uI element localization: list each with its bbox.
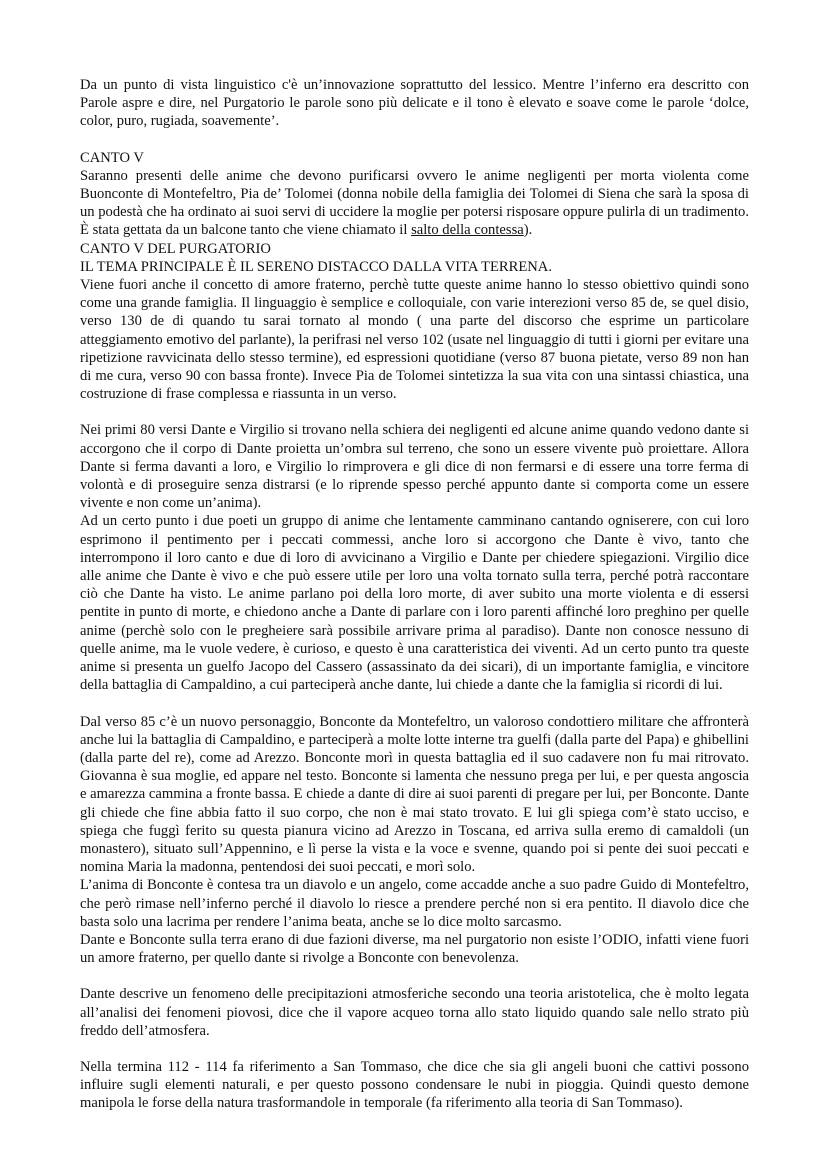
paragraph-primi-80-versi: Nei primi 80 versi Dante e Virgilio si trovano nella schiera dei negligenti ed alcune anime quando vedono dante si accorgono che il corpo di Dante proietta un’ombra sul terreno, che sono un essere vivente può proiettare. Allora Dante si ferma davanti a loro, e Virgilio lo rimprovera e gli dice di non fermarsi e di essere una torre ferma di volontà e di proseguire senza distrarsi (e lo riprende spesso perché appunto dante si comporta come un essere vivente e non come un’anima). bbox=[80, 422, 749, 512]
underlined-salto-della-contessa: salto della contessa bbox=[411, 222, 524, 239]
paragraph-lessico: Da un punto di vista linguistico c'è un’innovazione soprattutto del lessico. Mentre l’inferno era descritto con Parole aspre e dire, nel Purgatorio le parole sono più delicate e il tono è elevato e soave come le parole ‘dolce, color, puro, rugiada, soavemente’. bbox=[80, 77, 749, 130]
paragraph-bonconte: Dal verso 85 c’è un nuovo personaggio, Bonconte da Montefeltro, un valoroso condottiero militare che affronterà anche lui la battaglia di Campaldino, e parteciperà a molte lotte interne tra guelfi (dalla parte del Papa) e ghibellini (dalla parte del re), come ad Arezzo. Bonconte morì in questa battaglia ed il suo cadavere non fu mai ritrovato. Giovanna è sua moglie, ed appare nel testo. Bonconte si lamenta che nessuno prega per lui, e per questa angoscia e amarezza cammina a fronte bassa. E chiede a dante di dire ai suoi parenti di pregare per lui, per Bonconte. Dante gli chiede che fine abbia fatto il suo corpo, che non è mai stato trovato. E lui gli spiega com’è stato ucciso, e spiega che fuggì ferito su questa pianura vicino ad Arezzo in Toscana, ed arriva sulla eremo di camaldoli (un monastero), situato sull’Appennino, e lì perse la vista e la voce e svenne, quando poi si pente dei suoi peccati e nomina Maria la madonna, pentendosi dei suoi peccati, e morì solo. bbox=[80, 713, 749, 876]
paragraph-gap bbox=[80, 967, 749, 985]
paragraph-anime-negligenti bbox=[80, 167, 749, 240]
paragraph-gap bbox=[80, 695, 749, 713]
document-page bbox=[80, 76, 749, 1113]
paragraph-fazioni: Dante e Bonconte sulla terra erano di due fazioni diverse, ma nel purgatorio non esiste l’ODIO, infatti viene fuori un amore fraterno, per quello dante si rivolge a Bonconte con benevolenza. bbox=[80, 931, 749, 967]
heading-tema-principale: IL TEMA PRINCIPALE È IL SERENO DISTACCO DALLA VITA TERRENA. bbox=[80, 258, 552, 275]
paragraph-anima-contesa: L’anima di Bonconte è contesa tra un diavolo e un angelo, come accadde anche a suo padre Guido di Montefeltro, che però rimase nell’inferno perché il diavolo lo riesce a prendere perché non si era pentito. Il diavolo dice che basta solo una lacrima per rendere l’anima beata, anche se lo dice molto sarcasmo. bbox=[80, 877, 749, 930]
paragraph-gap bbox=[80, 131, 749, 149]
paragraph-gap bbox=[80, 1040, 749, 1058]
paragraph-san-tommaso: Nella termina 112 - 114 fa riferimento a San Tommaso, che dice che sia gli angeli buoni che cattivi possono influire sugli elementi naturali, e per questo possono condensare le nubi in pioggia. Quindi questo demone manipola le forse della natura trasformandole in temporale (fa riferimento alla teoria di San Tommaso). bbox=[80, 1058, 749, 1112]
heading-canto-v: CANTO V bbox=[80, 149, 144, 166]
paragraph-amore-fraterno: Viene fuori anche il concetto di amore fraterno, perchè tutte queste anime hanno lo stesso obiettivo quindi sono come una grande famiglia. Il linguaggio è semplice e colloquiale, con varie interezioni verso 85 de, se quel disio, verso 130 de di quando tu sarai tornato al mondo ( una parte del discorso che esprime un particolare atteggiamento emotivo del parlante), la perifrasi nel verso 102 (usate nel linguaggio di tutti i giorni per evitare una ripetizione ravvicinata dello stesso termine), ed espressioni quotidiane (verso 87 buona pietate, verso 89 non han di me cura, verso 90 con bassa fronte). Invece Pia de Tolomei sintetizza la sua vita con una sintassi chiastica, una costruzione di frase complessa e riassunta in un verso. bbox=[80, 277, 749, 403]
paragraph-anime-end: ). bbox=[523, 222, 533, 239]
paragraph-anime-text: Saranno presenti delle anime che devono purificarsi ovvero le anime negligenti per morta violenta come Buonconte di Montefeltro, Pia de’ Tolomei (donna nobile della famiglia dei Tolomei di Siena che sarà la sposa di un podestà che ha ordinato ai suoi servi di uccidere la moglie per potersi risposare oppure pulirla di un tradimento. È stata gettata da un balcone tanto che viene chiamato il bbox=[80, 167, 749, 239]
heading-canto-v-purgatorio: CANTO V DEL PURGATORIO bbox=[80, 240, 271, 257]
paragraph-precipitazioni: Dante descrive un fenomeno delle precipitazioni atmosferiche secondo una teoria aristotelica, che è molto legata all’analisi dei fenomeni piovosi, dice che il vapore acqueo torna allo stato liquido quando sale nello strato più freddo dell’atmosfera. bbox=[80, 986, 749, 1039]
paragraph-due-poeti: Ad un certo punto i due poeti un gruppo di anime che lentamente camminano cantando ogniserere, con cui loro esprimono il pentimento per i peccati commessi, anche loro si accorgono che Dante è vivo, tanto che interrompono il loro canto e due di loro di avvicinano a Virgilio e Dante per chiedere spiegazioni. Virgilio dice alle anime che Dante è vivo e che può essere utile per loro una volta tornato sulla terra, perché potrà raccontare ciò che Dante ha visto. Le anime parlano poi della loro morte, di aver subito una morte violenta e di essersi pentite in punto di morte, e chiedono anche a Dante di parlare con i loro parenti affinché loro preghino per quelle anime (perchè solo con le pregheiere sarà possibile arrivare prima al paradiso). Dante non conosce nessuno di quelle anime, ma le vuole vedere, è curioso, e questo è una caratteristica dei viventi. Ad un certo punto tra queste anime si presenta un guelfo Jacopo del Cassero (assassinato da dei sicari), di un importante famiglia, e vincitore della battaglia di Campaldino, a cui parteciperà anche dante, lui chiede a dante che la famiglia si ricordi di lui. bbox=[80, 513, 749, 694]
paragraph-gap bbox=[80, 403, 749, 421]
